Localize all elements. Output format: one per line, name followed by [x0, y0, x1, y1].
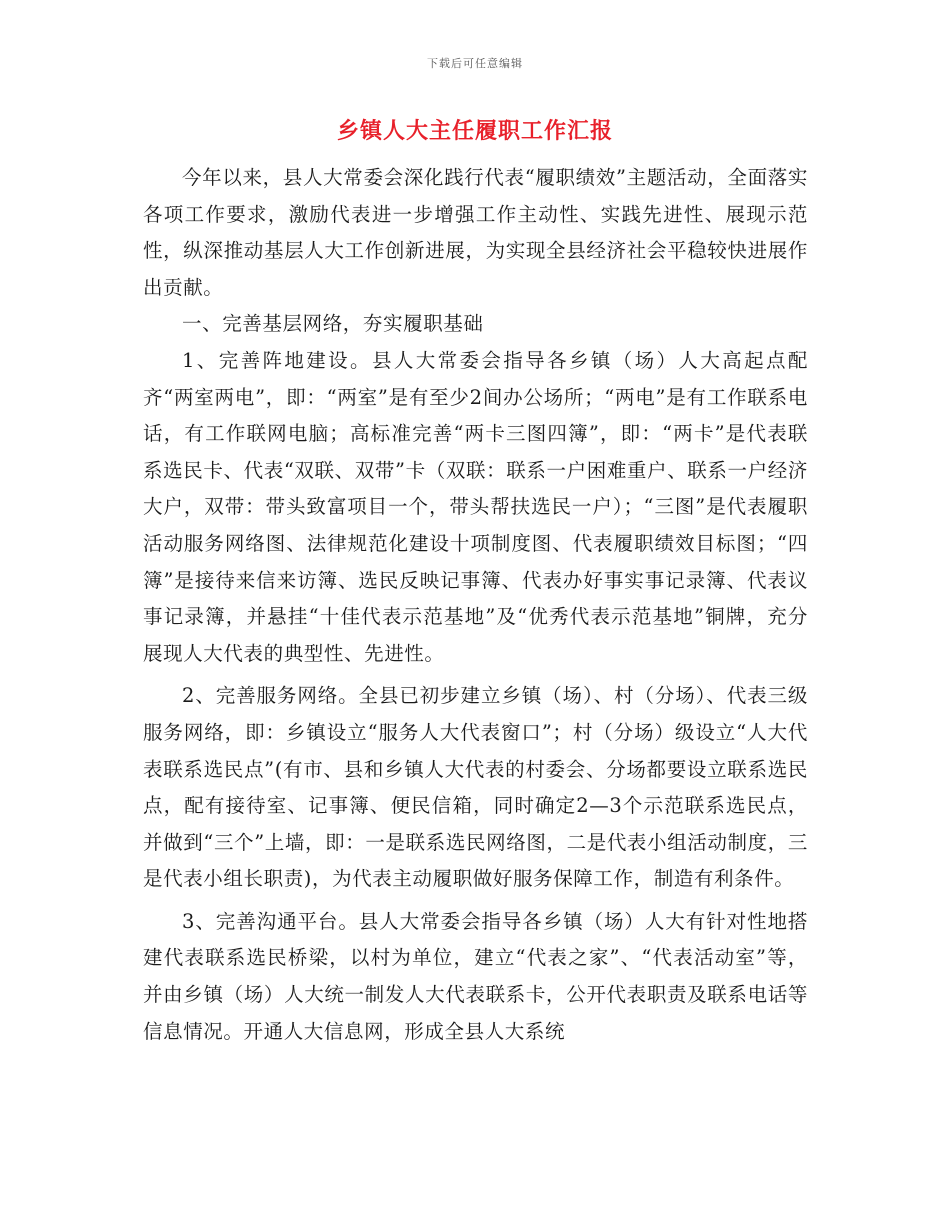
paragraph-intro: 今年以来，县人大常委会深化践行代表“履职绩效”主题活动，全面落实各项工作要求，激励代表进一步增强工作主动性、实践先进性、展现示范性，纵深推动基层人大工作创新进展，为实现全县经济社会平稳较快进展作出贡献。 [143, 166, 808, 299]
paragraph-item-2: 2、完善服务网络。全县已初步建立乡镇（场）、村（分场）、代表三级服务网络，即：乡镇设立“服务人大代表窗口”；村（分场）级设立“人大代表联系选民点”(有市、县和乡镇人大代表的村委会、分场都要设立联系选民点，配有接待室、记事簿、便民信箱，同时确定2—3个示范联系选民点，并做到“三个”上墙，即：一是联系选民网络图，二是代表小组活动制度，三是代表小组长职责)，为代表主动履职做好服务保障工作，制造有利条件。 [143, 684, 808, 891]
document-body [143, 160, 808, 1050]
section-heading-1: 一、完善基层网络，夯实履职基础 [182, 312, 484, 336]
header-note: 下载后可任意编辑 [427, 57, 523, 70]
paragraph-item-1: 1、完善阵地建设。县人大常委会指导各乡镇（场）人大高起点配齐“两室两电”，即：“两室”是有至少2间办公场所；“两电”是有工作联系电话，有工作联网电脑；高标准完善“两卡三图四簿”，即：“两卡”是代表联系选民卡、代表“双联、双带”卡（双联：联系一户困难重户、联系一户经济大户，双带：带头致富项目一个，带头帮扶选民一户）；“三图”是代表履职活动服务网络图、法律规范化建设十项制度图、代表履职绩效目标图；“四簿”是接待来信来访簿、选民反映记事簿、代表办好事实事记录簿、代表议事记录簿，并悬挂“十佳代表示范基地”及“优秀代表示范基地”铜牌，充分展现人大代表的典型性、先进性。 [143, 348, 808, 665]
document-title: 乡镇人大主任履职工作汇报 [336, 118, 613, 144]
paragraph-item-3: 3、完善沟通平台。县人大常委会指导各乡镇（场）人大有针对性地搭建代表联系选民桥梁，以村为单位，建立“代表之家”、“代表活动室”等，并由乡镇（场）人大统一制发人大代表联系卡，公开代表职责及联系电话等信息情况。开通人大信息网，形成全县人大系统 [143, 909, 808, 1043]
